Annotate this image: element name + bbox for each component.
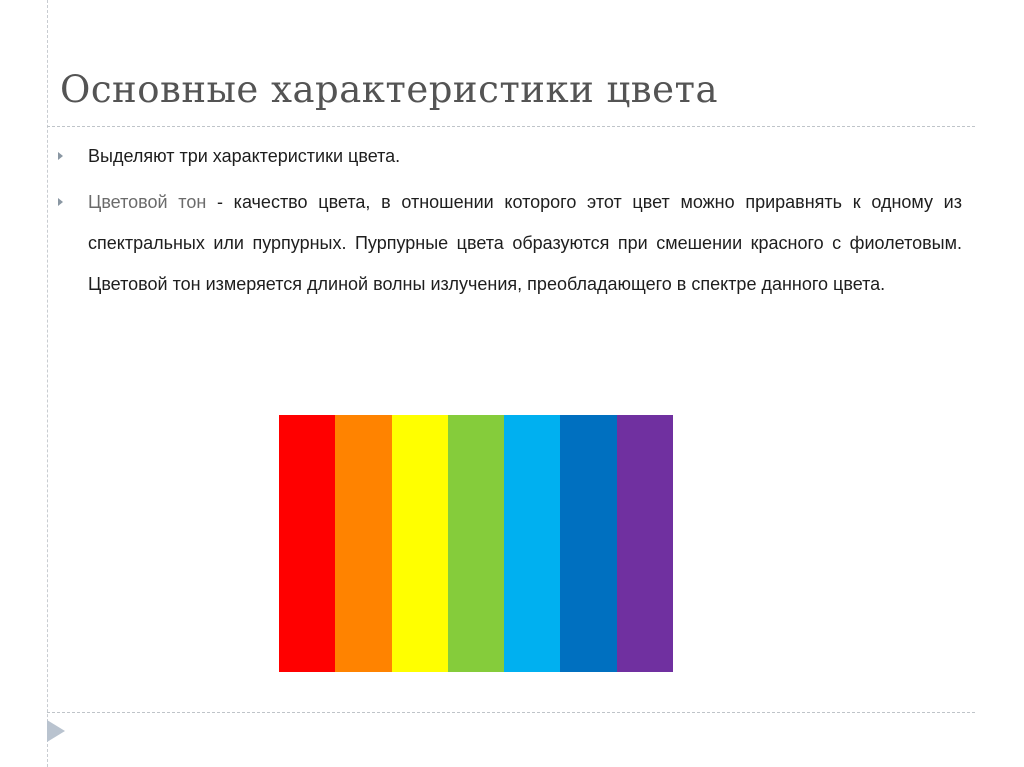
- bullet-text-hue: - качество цвета, в отношении которого этот цвет можно приравнять к одному из спектральных или пурпурных. Пурпурные цвета образуются при смешении красного с фиолетовым. Цветовой тон измеряется длиной волны излучения, преобладающего в спектре данного цвета.: [88, 192, 962, 294]
- color-spectrum-image: [279, 415, 673, 672]
- spectrum-stripe-2: [335, 415, 391, 672]
- title-dashed-rule: [47, 126, 975, 127]
- bullet-text-intro: Выделяют три характеристики цвета.: [88, 146, 401, 166]
- spectrum-stripe-1: [279, 415, 335, 672]
- bottom-dashed-rule: [47, 712, 975, 713]
- spectrum-stripe-5: [504, 415, 560, 672]
- bullet-triangle-icon: [58, 152, 63, 160]
- bullet-item-intro: [58, 136, 962, 177]
- slide-title: Основные характеристики цвета: [60, 68, 719, 111]
- bullet-list: [58, 136, 962, 310]
- spectrum-stripe-7: [617, 415, 673, 672]
- spectrum-stripe-6: [560, 415, 616, 672]
- bullet-item-hue: [58, 182, 962, 305]
- corner-arrow-icon: [47, 720, 65, 742]
- bullet-triangle-icon: [58, 198, 63, 206]
- left-dashed-rule: [47, 0, 48, 767]
- spectrum-stripe-4: [448, 415, 504, 672]
- term-hue: Цветовой тон: [88, 192, 207, 212]
- spectrum-stripe-3: [392, 415, 448, 672]
